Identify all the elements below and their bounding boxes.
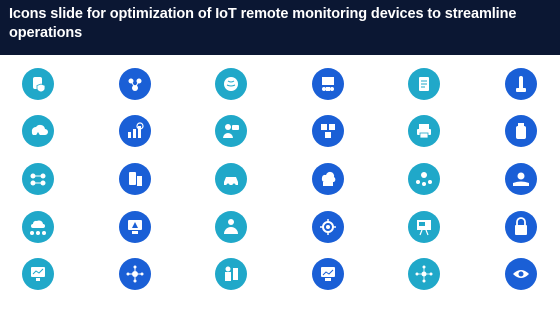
document-report-icon [408, 68, 440, 100]
connected-nodes-icon [22, 163, 54, 195]
cloud-hierarchy-icon [22, 211, 54, 243]
circuit-gear-icon [312, 211, 344, 243]
database-shield-icon [22, 68, 54, 100]
monitor-chart-icon [312, 258, 344, 290]
printer-icon [408, 115, 440, 147]
analytics-gear-icon [119, 115, 151, 147]
person-dashboard-icon [215, 258, 247, 290]
network-nodes-icon [408, 258, 440, 290]
person-speedometer-icon [215, 211, 247, 243]
secure-lock-icon [505, 211, 537, 243]
smart-car-icon [215, 163, 247, 195]
slide-title: Icons slide for optimization of IoT remote monitoring devices to streamline operations [9, 6, 517, 41]
test-tube-icon [505, 68, 537, 100]
monitor-alert-icon [119, 211, 151, 243]
hand-care-icon [505, 163, 537, 195]
eye-security-icon [505, 258, 537, 290]
bottle-icon [505, 115, 537, 147]
presentation-board-icon [408, 211, 440, 243]
idea-people-icon [408, 163, 440, 195]
hub-network-icon [119, 258, 151, 290]
computer-network-icon [22, 258, 54, 290]
user-feedback-icon [215, 115, 247, 147]
team-network-icon [119, 68, 151, 100]
remote-device-icon [119, 163, 151, 195]
workflow-blocks-icon [312, 115, 344, 147]
cloud-warning-icon [22, 115, 54, 147]
meeting-presentation-icon [312, 68, 344, 100]
cloud-storage-icon [312, 163, 344, 195]
brain-icon [215, 68, 247, 100]
